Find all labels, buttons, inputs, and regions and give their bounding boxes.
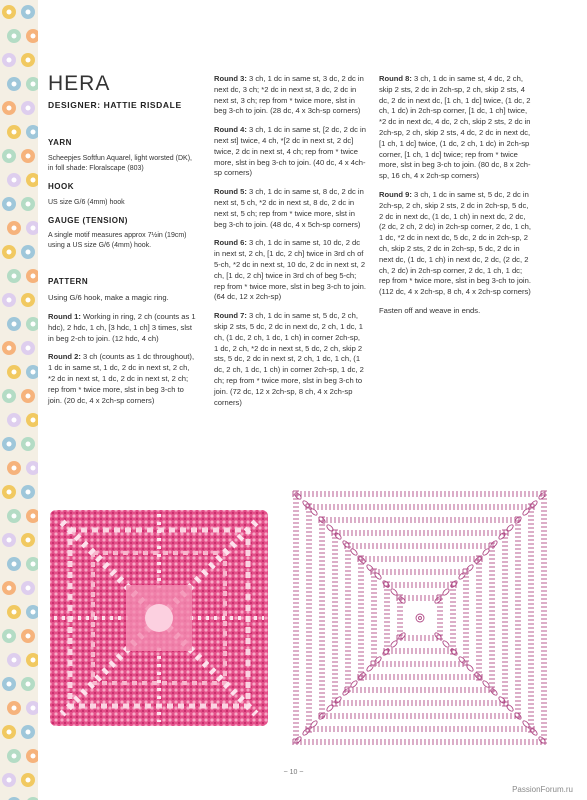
round-label: Round 2: bbox=[48, 352, 81, 362]
round-text: 3 ch, 1 dc in same st, 10 dc, 2 dc in next st, 2 ch, [1 dc, 2 ch] twice in 3rd ch of 5-ch, *2 dc in next st, 10 dc, 2 dc in next st, 2 ch, [1 dc, 2 ch] twice in 3rd ch of beg 5-ch; rep from * twice more, slst in beg 3-ch to join. (64 dc, 12 x 2ch-sp) bbox=[214, 238, 366, 302]
round-5 bbox=[214, 187, 366, 230]
round-1 bbox=[48, 312, 198, 344]
pattern-heading: PATTERN bbox=[48, 277, 89, 287]
crochet-chart-diagram bbox=[288, 486, 552, 750]
column-right bbox=[379, 74, 531, 325]
decorative-border bbox=[0, 0, 38, 800]
round-text: 3 ch, 1 dc in same st, [2 dc, 2 dc in next st] twice, 4 ch, *[2 dc in next st, 2 dc] twice, 2 dc in next st, 4 ch; rep from * twice more, slst in beg 3-ch to join. (40 dc, 4 x 4ch-sp corners) bbox=[214, 125, 366, 178]
finishing-text: Fasten off and weave in ends. bbox=[379, 305, 481, 315]
round-text: 3 ch, 1 dc in same st, 4 dc, 2 ch, skip 2 sts, 2 dc in 2ch-sp, 2 ch, skip 2 sts, 4 dc, 2 dc in next dc, [1 ch, 1 dc] twice, (1 dc, 2 ch, 1 dc) in 2ch-sp corner, [1 dc, 1 ch] twice, *2 dc in next dc, 4 dc, 2 ch, skip 2 sts, 2 dc in 2ch-sp, 2 ch, skip 2 sts, 4 dc, 2 dc in next dc, [1 ch, 1 dc] twice, (1 dc, 2 ch, 1 dc) in 2ch-sp corner, [1 ch, 1 dc] twice; rep from * twice more, slst in beg 3-ch to join. (80 dc, 8 x 2ch-sp, 16 ch, 4 x 2ch-sp corners) bbox=[379, 74, 531, 181]
round-3 bbox=[214, 74, 366, 117]
pattern-title: HERA bbox=[48, 72, 111, 95]
round-9 bbox=[379, 190, 531, 298]
round-label: Round 1: bbox=[48, 311, 81, 321]
crochet-square-photo bbox=[48, 508, 270, 728]
column-middle bbox=[214, 74, 366, 416]
pattern-intro: Using G/6 hook, make a magic ring. bbox=[48, 293, 169, 303]
round-7 bbox=[214, 311, 366, 408]
round-text: 3 ch, 1 dc in same st, 5 dc, 2 ch, skip 2 sts, 5 dc, 2 dc in next dc, 2 ch, 1 dc, 1 ch, (1 dc, 2 ch, 1 dc, 1 ch) in corner 2ch-sp, 1 dc, 2 ch, *2 dc in next st, 5 dc, 2 ch, skip 2 sts, 5 dc, 2 dc in next st, 2 ch, 1 dc, 1 ch, (1 dc, 2 ch, 1 dc, 1 ch) in corner 2ch-sp, 1 dc, 2 ch; rep from * twice more, slst in beg 3-ch to join. (72 dc, 12 x 2ch-sp, 8 ch, 4 x 2ch-sp corners) bbox=[214, 311, 364, 407]
page-number: ~ 10 ~ bbox=[283, 769, 304, 776]
hook-heading: HOOK bbox=[48, 181, 74, 191]
round-label: Round 6: bbox=[214, 238, 247, 248]
designer-credit: DESIGNER: HATTIE RISDALE bbox=[48, 100, 182, 110]
round-text: 3 ch (counts as 1 dc throughout), 1 dc in same st, 1 dc, 2 dc in next st, 2 ch, *2 dc in next st, 1 dc, 2 dc in next st, 2 ch; rep from * twice more, slst in beg 3-ch to join. (20 dc, 4 x 2ch-sp corners) bbox=[48, 352, 195, 405]
round-label: Round 3: bbox=[214, 74, 247, 83]
column-left bbox=[48, 138, 198, 414]
hook-text: US size G/6 (4mm) hook bbox=[48, 198, 125, 206]
round-4 bbox=[214, 125, 366, 179]
round-label: Round 4: bbox=[214, 125, 247, 135]
round-text: 3 ch, 1 dc in same st, 3 dc, 2 dc in next dc, 3 ch; *2 dc in next st, 3 dc, 2 dc in next st, 3 ch; rep from * twice more, slst in beg 3-ch to join. (28 dc, 4 x 3ch-sp corners) bbox=[214, 74, 364, 116]
round-6 bbox=[214, 238, 366, 303]
round-label: Round 9: bbox=[379, 189, 412, 199]
gauge-text: A single motif measures approx 7½in (19cm) using a US size G/6 (4mm) hook. bbox=[48, 232, 187, 250]
round-label: Round 5: bbox=[214, 187, 247, 197]
round-2 bbox=[48, 352, 198, 406]
round-8 bbox=[379, 74, 531, 182]
round-label: Round 8: bbox=[379, 74, 412, 83]
round-text: Working in ring, 2 ch (counts as 1 hdc), 2 hdc, 1 ch, [3 hdc, 1 ch] 3 times, slst in beg 2-ch to join. (12 hdc, 4 ch) bbox=[48, 311, 196, 343]
round-text: 3 ch, 1 dc in same st, 5 dc, 2 dc in 2ch-sp, 2 ch, skip 2 sts, 2 dc in 2ch-sp, 5 dc, 2 dc in next dc, (1 dc, 1 ch) in next dc, 2 dc, (2 dc, 2 ch, 2 dc) in 2ch-sp corner, 2 dc, 1 ch, 1 dc, *2 dc in next dc, 5 dc, 2 dc in 2ch-sp, 2 ch, skip 2 sts, 2 dc in 2ch-sp, 5 dc, 2 dc in next dc, (1 dc, 1 ch) in next dc, 2 dc, (2 dc, 2 ch, 2 dc) in 2ch-sp corner, 2 dc, 1 ch, 1 dc; rep from * twice more, slst in beg 3-ch to join. (112 dc, 4 x 2ch-sp, 8 ch, 4 x 2ch-sp corners) bbox=[379, 189, 531, 297]
gauge-heading: GAUGE (TENSION) bbox=[48, 215, 128, 225]
watermark: PassionForum.ru bbox=[512, 785, 573, 794]
yarn-text: Scheepjes Softfun Aquarel, light worsted (DK), in foll shade: Floralscape (803) bbox=[48, 154, 192, 172]
round-label: Round 7: bbox=[214, 311, 247, 321]
round-text: 3 ch, 1 dc in same st, 8 dc, 2 dc in next st, 5 ch, *2 dc in next st, 8 dc, 2 dc in next st, 5 ch; rep from * twice more, slst in beg 3-ch to join. (48 dc, 4 x 5ch-sp corners) bbox=[214, 187, 364, 229]
yarn-heading: YARN bbox=[48, 138, 72, 147]
